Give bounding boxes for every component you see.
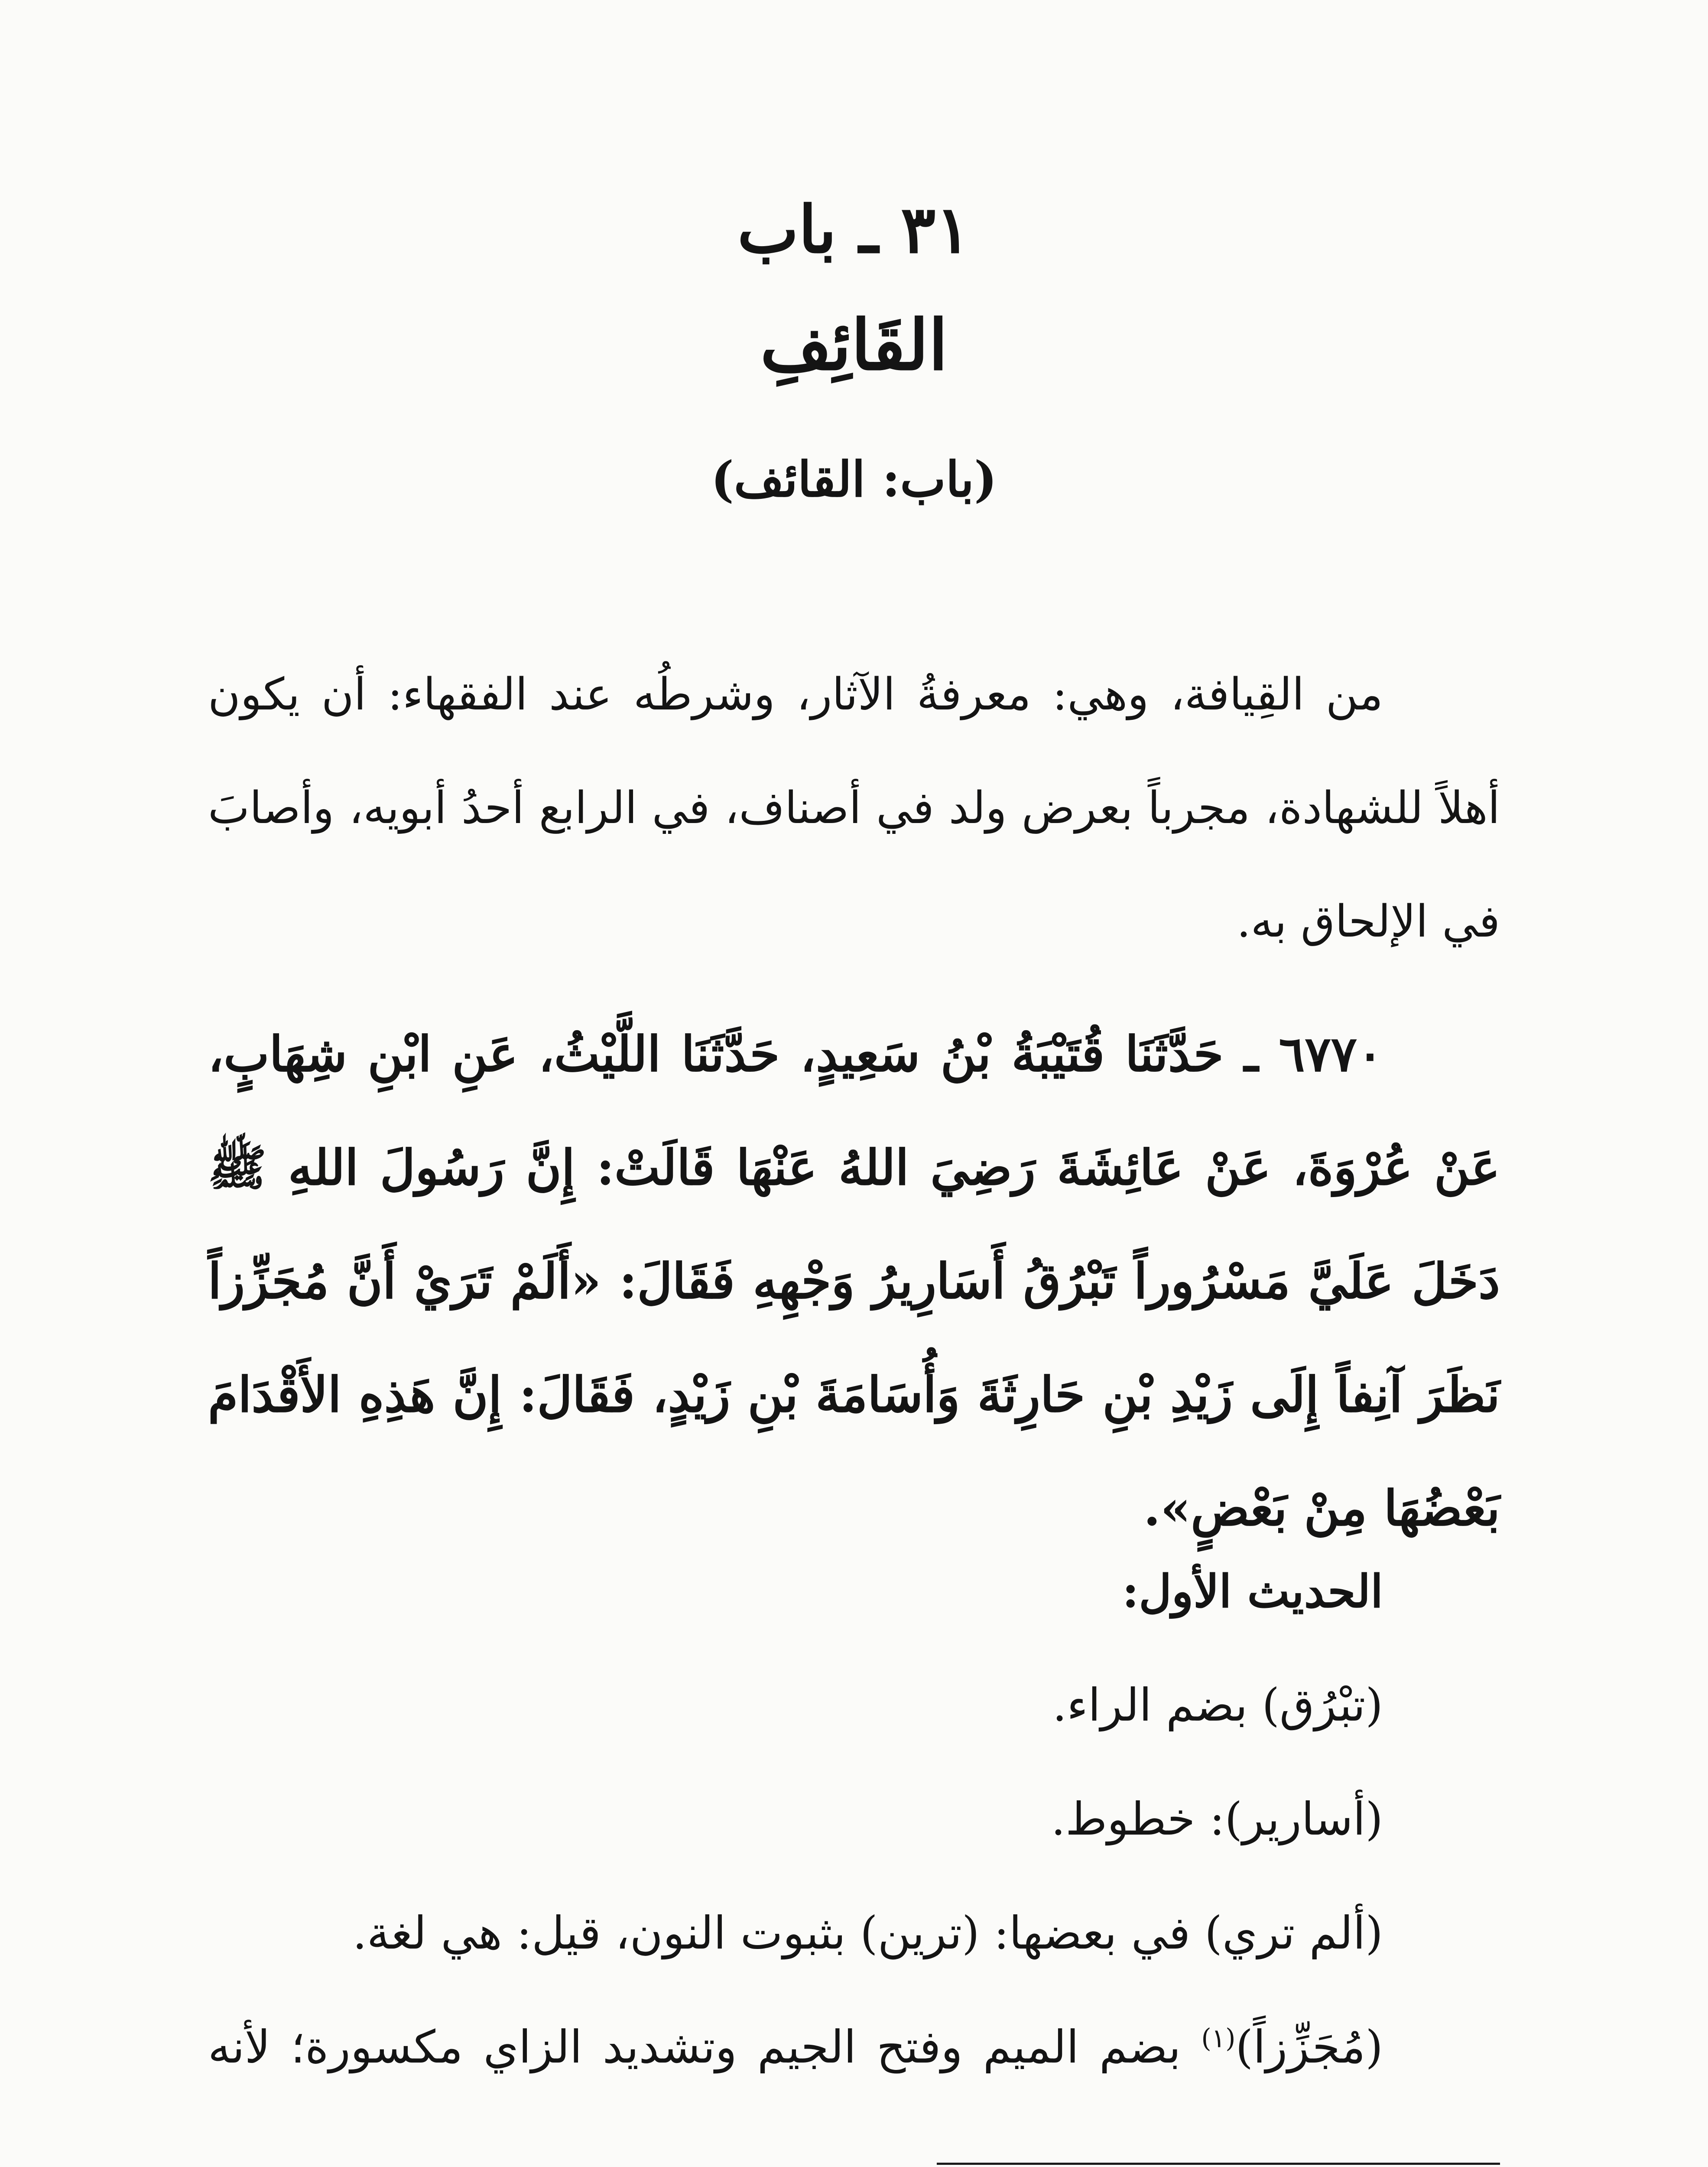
chapter-title: القَائِفِ [760,304,948,386]
hadith-text: ٦٧٧٠ ـ حَدَّثَنَا قُتَيْبَةُ بْنُ سَعِيدٍ، حَدَّثَنَا اللَّيْثُ، عَنِ ابْنِ شِهَابٍ، عَنْ عُرْوَةَ، عَنْ عَائِشَةَ رَضِيَ اللهُ عَنْهَا قَالَتْ: إِنَّ رَسُولَ اللهِ ﷺ دَخَلَ عَلَيَّ مَسْرُوراً تَبْرُقُ أَسَارِيرُ وَجْهِهِ فَقَالَ: «أَلَمْ تَرَيْ أَنَّ مُجَزِّزاً نَظَرَ آنِفاً إِلَى زَيْدِ بْنِ حَارِثَةَ وَأُسَامَةَ بْنِ زَيْدٍ، فَقَالَ: إِنَّ هَذِهِ الأَقْدَامَ بَعْضُهَا مِنْ بَعْضٍ». [208,1026,1500,1537]
footnote-divider [937,2163,1500,2165]
commentary-line: (ألم تري) في بعضها: (ترين) بثبوت النون، قيل: هي لغة. [352,1907,1383,1959]
footnote-reference[interactable]: (١) [1201,2023,1236,2054]
commentary-line: (تبْرُق) بضم الراء. [1052,1679,1383,1731]
commentary-explanation: بضم الميم وفتح الجيم وتشديد الزاي مكسورة؛ لأنه [208,2021,1201,2073]
commentary-heading: الحديث الأول: [1122,1565,1383,1618]
commentary-term: (مُجَزِّزاً) [1235,2021,1383,2073]
intro-paragraph: من القِيافة، وهي: معرفةُ الآثار، وشرطُه عند الفقهاء: أن يكون أهلاً للشهادة، مجرباً بعرض ولد في أصناف، في الرابع أحدُ أبويه، وأصابَ في الإلحاق به. [208,669,1500,947]
chapter-sub-heading: (باب: القائف) [711,451,997,508]
commentary-notes [208,1534,1500,2104]
commentary-line [208,1990,1500,2104]
chapter-number: ٣١ ـ باب [737,192,971,268]
commentary-line: (أسارير): خطوط. [1051,1793,1383,1845]
